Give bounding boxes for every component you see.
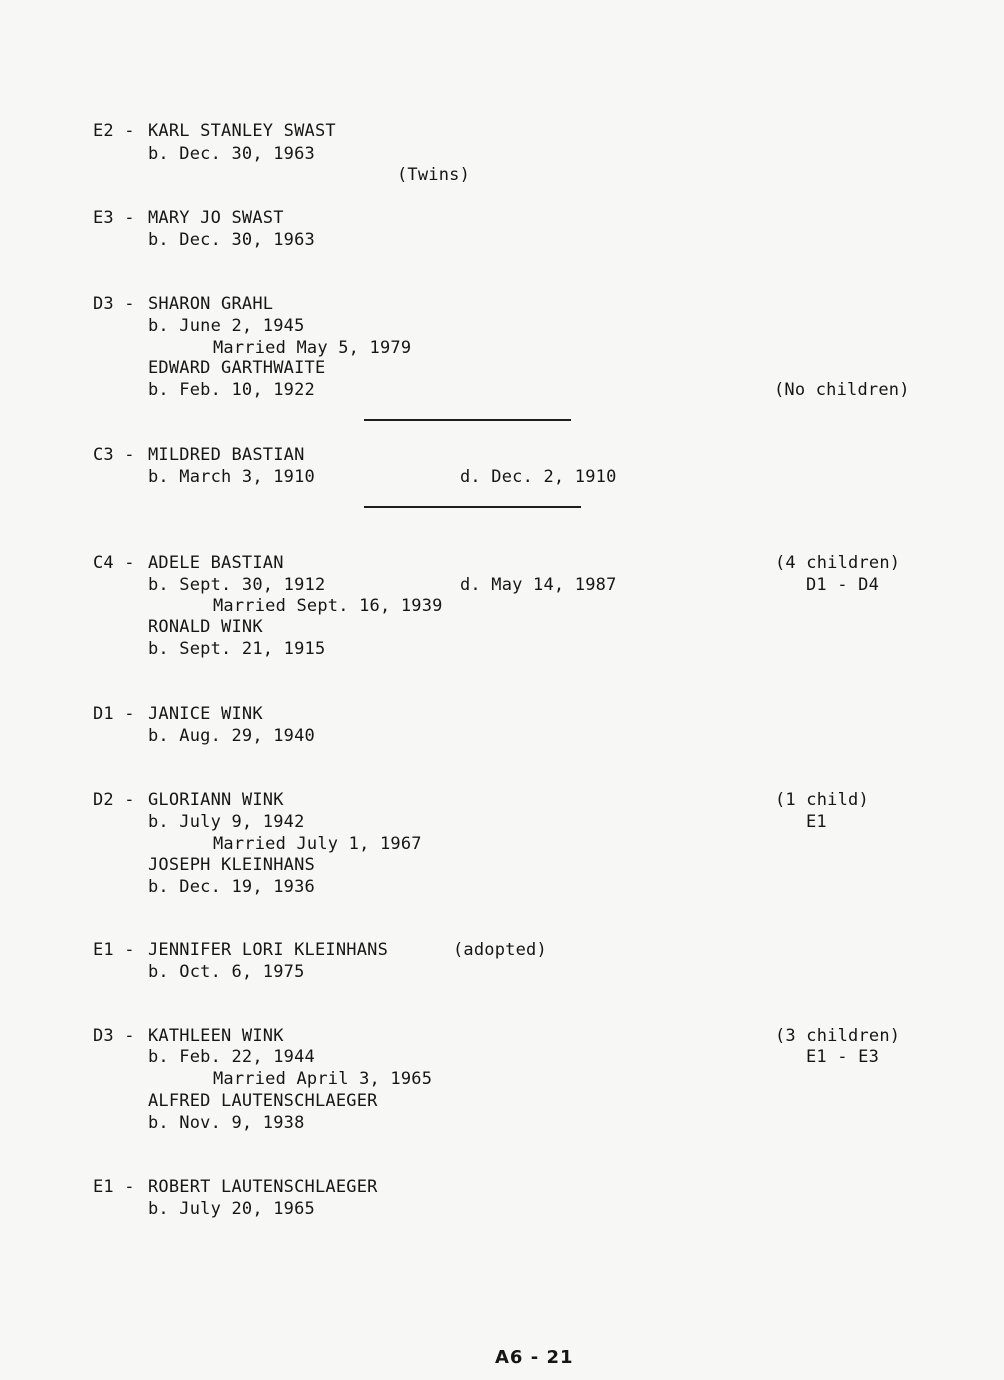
entry-spouse: RONALD WINK (148, 617, 263, 637)
divider-line (364, 506, 581, 508)
entry-name: KARL STANLEY SWAST (148, 121, 336, 141)
entry-birth: b. July 20, 1965 (148, 1199, 315, 1219)
entry-note: (adopted) (453, 940, 547, 960)
entry-death: d. May 14, 1987 (460, 575, 617, 595)
entry-name: JANICE WINK (148, 704, 263, 724)
entry-name: MILDRED BASTIAN (148, 445, 305, 465)
entry-birth: b. Feb. 22, 1944 (148, 1047, 315, 1067)
entry-code: D3 - (93, 1026, 135, 1046)
entry-birth: b. July 9, 1942 (148, 812, 305, 832)
entry-name: JENNIFER LORI KLEINHANS (148, 940, 389, 960)
entry-code: D2 - (93, 790, 135, 810)
entry-children-range: D1 - D4 (806, 575, 880, 595)
entry-code: E1 - (93, 940, 135, 960)
entry-code: C3 - (93, 445, 135, 465)
entry-name: MARY JO SWAST (148, 208, 284, 228)
entry-birth: b. Sept. 30, 1912 (148, 575, 326, 595)
entry-birth: b. Oct. 6, 1975 (148, 962, 305, 982)
entry-marriage: Married Sept. 16, 1939 (213, 596, 443, 616)
twins-note: (Twins) (397, 165, 471, 185)
divider-line (364, 419, 571, 421)
entry-birth: b. Aug. 29, 1940 (148, 726, 315, 746)
entry-name: SHARON GRAHL (148, 294, 274, 314)
entry-code: D3 - (93, 294, 135, 314)
entry-spouse: JOSEPH KLEINHANS (148, 855, 315, 875)
entry-children: (4 children) (775, 553, 901, 573)
entry-code: E3 - (93, 208, 135, 228)
entry-code: D1 - (93, 704, 135, 724)
entry-children: (3 children) (775, 1026, 901, 1046)
entry-spouse-birth: b. Dec. 19, 1936 (148, 877, 315, 897)
entry-spouse-birth: b. Feb. 10, 1922 (148, 380, 315, 400)
entry-code: C4 - (93, 553, 135, 573)
page-number: A6 - 21 (495, 1347, 574, 1368)
entry-name: ROBERT LAUTENSCHLAEGER (148, 1177, 378, 1197)
entry-children-range: E1 (806, 812, 827, 832)
entry-children-range: E1 - E3 (806, 1047, 880, 1067)
entry-code: E1 - (93, 1177, 135, 1197)
entry-name: ADELE BASTIAN (148, 553, 284, 573)
entry-children: (No children) (774, 380, 910, 400)
entry-death: d. Dec. 2, 1910 (460, 467, 617, 487)
entry-birth: b. March 3, 1910 (148, 467, 315, 487)
entry-spouse: EDWARD GARTHWAITE (148, 358, 326, 378)
entry-spouse-birth: b. Nov. 9, 1938 (148, 1113, 305, 1133)
entry-spouse-birth: b. Sept. 21, 1915 (148, 639, 326, 659)
entry-name: GLORIANN WINK (148, 790, 284, 810)
entry-children: (1 child) (775, 790, 869, 810)
entry-birth: b. Dec. 30, 1963 (148, 230, 315, 250)
entry-marriage: Married May 5, 1979 (213, 338, 412, 358)
entry-name: KATHLEEN WINK (148, 1026, 284, 1046)
entry-birth: b. Dec. 30, 1963 (148, 144, 315, 164)
entry-marriage: Married July 1, 1967 (213, 834, 422, 854)
entry-marriage: Married April 3, 1965 (213, 1069, 433, 1089)
entry-birth: b. June 2, 1945 (148, 316, 305, 336)
entry-spouse: ALFRED LAUTENSCHLAEGER (148, 1091, 378, 1111)
entry-code: E2 - (93, 121, 135, 141)
